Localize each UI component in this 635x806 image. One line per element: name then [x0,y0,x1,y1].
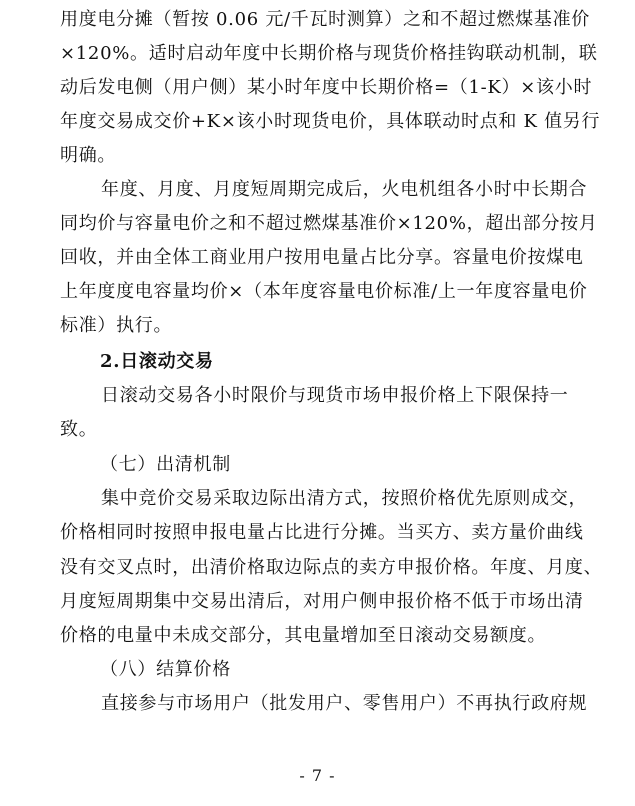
paragraph-line: 回收，并由全体工商业用户按用电量占比分享。容量电价按煤电 [60,247,584,268]
paragraph-line: 价格相同时按照申报电量占比进行分摊。当买方、卖方量价曲线 [60,522,584,543]
page-number: - 7 - [299,766,336,785]
paragraph-line: 直接参与市场用户（批发用户、零售用户）不再执行政府规 [101,693,588,714]
paragraph-line: 集中竞价交易采取边际出清方式，按照价格优先原则成交， [101,488,588,509]
paragraph-line: 动后发电侧（用户侧）某小时年度中长期价格=（1-K）×该小时 [60,77,593,98]
paragraph-line: 用度电分摊（暂按 0.06 元/千瓦时测算）之和不超过燃煤基准价 [60,9,590,30]
paragraph-line: 标准）执行。 [60,315,173,336]
paragraph-line: 明确。 [60,145,117,166]
paragraph-line: 价格的电量中未成交部分，其电量增加至日滚动交易额度。 [60,625,547,646]
paragraph-line: 日滚动交易各小时限价与现货市场申报价格上下限保持一 [101,385,569,406]
section-heading-daily-rolling: 2.日滚动交易 [100,351,214,372]
section-heading-settlement-price: （八）结算价格 [100,659,231,680]
section-heading-clearing-mechanism: （七）出清机制 [100,454,231,475]
paragraph-line: 年度交易成交价+K×该小时现货电价，具体联动时点和 K 值另行 [60,111,601,132]
paragraph-line: ×120%。适时启动年度中长期价格与现货价格挂钩联动机制，联 [60,43,598,64]
paragraph-line: 同均价与容量电价之和不超过燃煤基准价×120%，超出部分按月 [60,213,598,234]
paragraph-line: 月度短周期集中交易出清后，对用户侧申报价格不低于市场出清 [60,591,584,612]
paragraph-line: 致。 [60,419,98,440]
paragraph-line: 没有交叉点时，出清价格取边际点的卖方申报价格。年度、月度、 [60,557,603,578]
paragraph-line: 上年度度电容量均价×（本年度容量电价标准/上一年度容量电价 [60,281,588,302]
paragraph-line: 年度、月度、月度短周期完成后，火电机组各小时中长期合 [101,179,588,200]
